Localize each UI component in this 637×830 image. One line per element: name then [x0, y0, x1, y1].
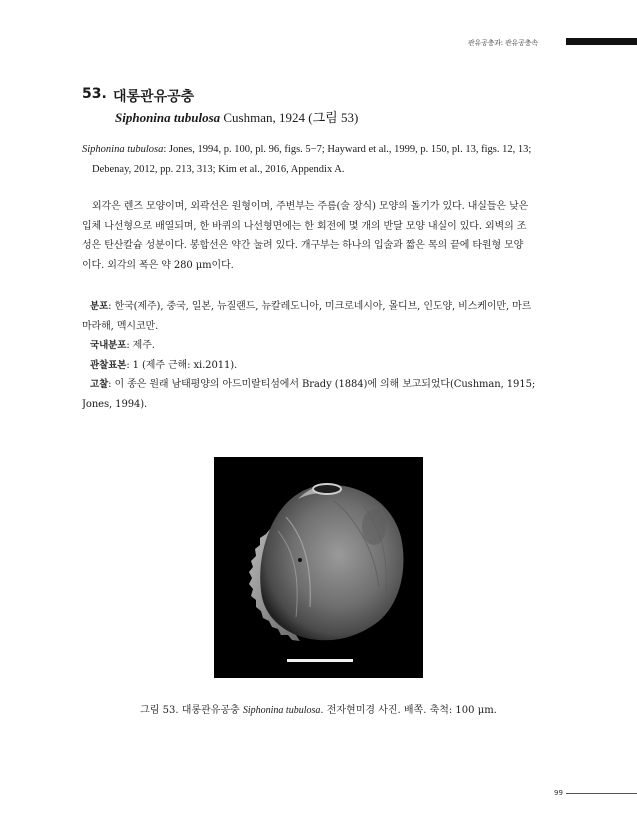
specimen-line	[82, 356, 564, 376]
remarks-line-1	[82, 375, 564, 395]
distribution-line-2: 마라해, 멕시코만.	[82, 320, 159, 332]
page-number: 99	[554, 789, 563, 797]
distribution-label: 분포	[90, 301, 109, 312]
korean-distribution-text: : 제주.	[126, 340, 155, 351]
figure-caption	[0, 701, 637, 716]
species-scientific-title	[115, 107, 358, 126]
remarks-line-2: Jones, 1994).	[82, 398, 148, 410]
description-line: 성은 탄산칼슘 성분이다. 봉합선은 약간 눌려 있다. 개구부는 하나의 입술과 짧은 목의 끝에 타원형 모양	[82, 240, 524, 251]
synonymy	[82, 140, 560, 180]
author-year: Cushman, 1924 (그림 53)	[220, 110, 359, 125]
remarks-text: : 이 종은 원래 남태평양의 아드미랄티섬에서 Brady (1884)에 의해 보고되었다(Cushman, 1915;	[108, 379, 536, 390]
distribution-text: : 한국(제주), 중국, 일본, 뉴질랜드, 뉴칼레도니아, 미크로네시아, 몰디브, 인도양, 비스케이만, 마르	[108, 301, 532, 312]
species-korean-name: 대롱관유공충	[113, 89, 195, 105]
description-line: 입체 나선형으로 배열되며, 한 바퀴의 나선형면에는 한 회전에 몇 개의 반달 모양 내실이 있다. 외벽의 조	[82, 220, 527, 232]
description-paragraph	[82, 197, 560, 275]
sem-photo	[214, 457, 423, 678]
sem-photo-foraminifera-icon	[214, 457, 423, 678]
caption-prefix: 그림 53. 대롱관유공충	[140, 705, 243, 716]
species-number: 53.	[82, 86, 107, 102]
specimen-text: : 1 (제주 근해: xi.2011).	[126, 359, 238, 371]
caption-suffix: . 전자현미경 사진. 배쪽. 축척: 100 μm.	[320, 705, 497, 716]
remarks-label: 고찰	[90, 379, 109, 390]
header-bar	[566, 38, 637, 45]
description-line: 이다. 외각의 폭은 약 280 μm이다.	[82, 259, 234, 271]
specimen-label: 관찰표본	[90, 359, 127, 371]
synonymy-line-1	[82, 140, 560, 160]
species-details	[82, 297, 564, 414]
description-line: 외각은 렌즈 모양이며, 외곽선은 원형이며, 주변부는 주름(술 장식) 모양의 돌기가 있다. 내실들은 낮은	[92, 201, 529, 212]
scientific-name: Siphonina tubulosa	[115, 110, 221, 125]
footer-rule	[566, 793, 637, 794]
caption-species: Siphonina tubulosa	[242, 705, 321, 716]
korean-distribution-line	[82, 336, 564, 356]
synonymy-species: Siphonina tubulosa	[82, 144, 164, 155]
scale-bar	[287, 659, 353, 662]
korean-distribution-label: 국내분포	[90, 340, 127, 351]
synonymy-line-2: Debenay, 2012, pp. 213, 313; Kim et al., 2016, Appendix A.	[92, 164, 345, 175]
distribution-line-1	[82, 297, 564, 317]
running-header: 관유공충과: 관유공충속	[468, 39, 538, 47]
synonymy-refs: : Jones, 1994, p. 100, pl. 96, figs. 5−7; Hayward et al., 1999, p. 150, pl. 13, figs. 12, 13;	[163, 144, 532, 155]
